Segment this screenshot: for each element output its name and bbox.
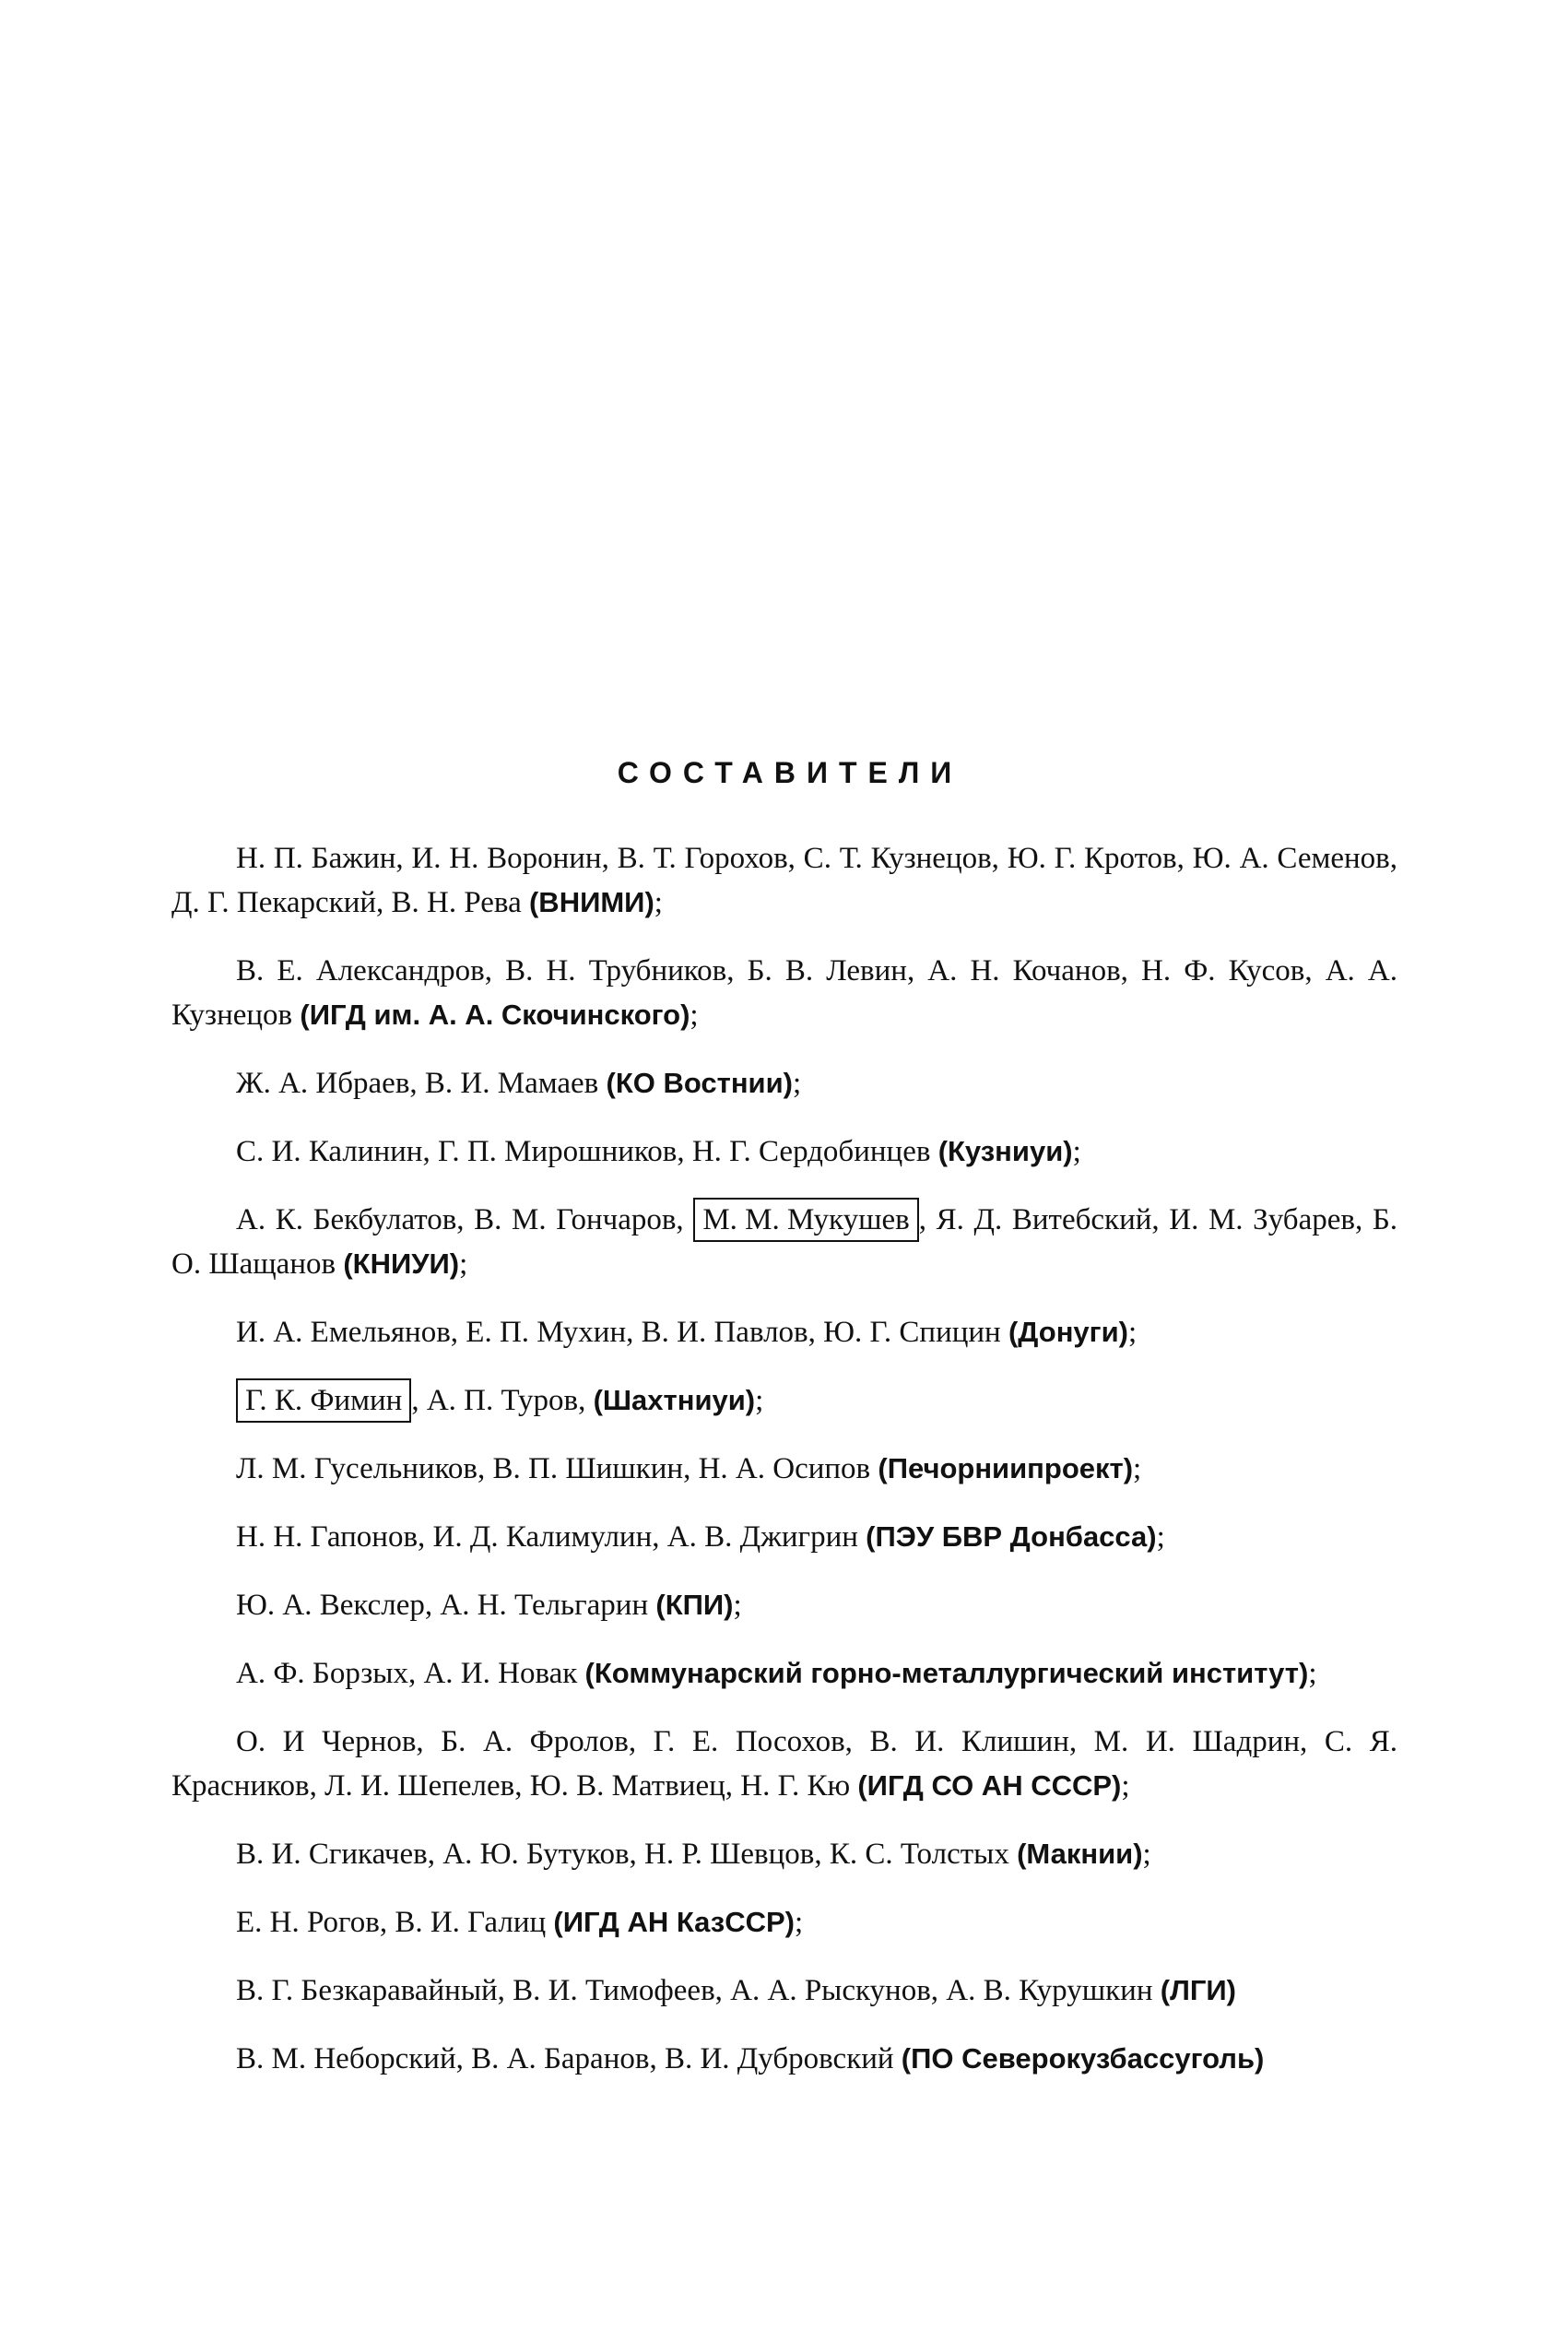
author-names: Ж. А. Ибраев, В. И. Мамаев (236, 1067, 607, 1100)
author-names: Л. М. Гусельников, В. П. Шишкин, Н. А. Осипов (236, 1452, 878, 1485)
contributor-entry (171, 1720, 1397, 1808)
organization-name: (Макнии) (1017, 1838, 1143, 1870)
organization-name: (КНИУИ) (343, 1247, 460, 1280)
organization-name: (ЛГИ) (1160, 1974, 1237, 2006)
author-names: В. И. Сгикачев, А. Ю. Бутуков, Н. Р. Шевцов, К. С. Толстых (236, 1838, 1018, 1871)
entry-terminator: ; (792, 1067, 802, 1100)
organization-name: (КО Востнии) (606, 1067, 793, 1099)
author-names-continued: , А. П. Туров, (411, 1384, 594, 1417)
entry-terminator: ; (1072, 1135, 1081, 1168)
author-names: Н. П. Бажин, И. Н. Воронин, В. Т. Горохов, С. Т. Кузнецов, Ю. Г. Кротов, Ю. А. Семенов, Д. Г. Пекарский, В. Н. Рева (171, 842, 1397, 919)
organization-name: (Печорниипроект) (878, 1452, 1134, 1484)
contributor-entry (171, 836, 1397, 925)
organization-name: (Донуги) (1008, 1316, 1128, 1348)
contributor-entry (171, 1129, 1397, 1174)
organization-name: (ИГД им. А. А. Скочинского) (300, 999, 690, 1031)
author-names: В. Е. Александров, В. Н. Трубников, Б. В. Левин, А. Н. Кочанов, Н. Ф. Кусов, А. А. Кузнецов (171, 954, 1397, 1032)
author-names: В. Г. Безкаравайный, В. И. Тимофеев, А. А. Рыскунов, А. В. Курушкин (236, 1974, 1161, 2007)
author-names: В. М. Неборский, В. А. Баранов, В. И. Дубровский (236, 2042, 902, 2075)
author-names: И. А. Емельянов, Е. П. Мухин, В. И. Павлов, Ю. Г. Спицин (236, 1316, 1008, 1349)
entry-terminator: ; (1308, 1657, 1317, 1690)
entry-terminator: ; (459, 1247, 468, 1281)
author-names: Е. Н. Рогов, В. И. Галиц (236, 1906, 554, 1939)
organization-name: (Коммунарский горно-металлургический институт) (584, 1657, 1309, 1689)
memorial-boxed-name: М. М. Мукушев (693, 1198, 918, 1242)
entry-terminator: ; (1142, 1838, 1151, 1871)
author-names: О. И Чернов, Б. А. Фролов, Г. Е. Посохов, В. И. Клишин, М. И. Шадрин, С. Я. Красников, Л. И. Шепелев, Ю. В. Матвиец, Н. Г. Кю (171, 1725, 1397, 1803)
contributor-entry (171, 1832, 1397, 1876)
entry-terminator: ; (1133, 1452, 1142, 1485)
contributor-entry (171, 1378, 1397, 1423)
organization-name: (ПЭУ БВР Донбасса) (866, 1520, 1157, 1553)
author-names: С. И. Калинин, Г. П. Мирошников, Н. Г. Сердобинцев (236, 1135, 938, 1168)
memorial-boxed-name: Г. К. Фимин (236, 1378, 411, 1423)
page-title: СОСТАВИТЕЛИ (617, 756, 963, 789)
contributor-entry (171, 1900, 1397, 1945)
contributor-entry (171, 1583, 1397, 1627)
organization-name: (КПИ) (655, 1589, 734, 1621)
author-names-continued: , Я. Д. Витебский, И. М. Зубарев, Б. О. Шащанов (171, 1203, 1398, 1281)
contributor-entry (171, 1969, 1397, 2013)
contributor-entry (171, 1447, 1397, 1491)
entry-terminator: ; (654, 886, 663, 919)
organization-name: (ИГД СО АН СССР) (857, 1769, 1122, 1802)
entry-terminator: ; (1121, 1769, 1130, 1803)
contributor-entry (171, 949, 1397, 1037)
contributor-entry (171, 1515, 1397, 1559)
author-names: Ю. А. Векслер, А. Н. Тельгарин (236, 1589, 656, 1622)
entry-terminator: ; (755, 1384, 764, 1417)
organization-name: (Шахтниуи) (593, 1384, 756, 1416)
organization-name: (Кузниуи) (937, 1135, 1073, 1167)
contributor-entry (171, 1198, 1397, 1286)
contributor-entry (171, 1061, 1397, 1105)
contributor-entry (171, 1310, 1397, 1354)
organization-name: (ПО Северокузбассуголь) (901, 2042, 1265, 2075)
entry-terminator: ; (1127, 1316, 1138, 1349)
organization-name: (ИГД АН КазССР) (553, 1906, 795, 1938)
entry-terminator: ; (733, 1589, 742, 1622)
author-names: Н. Н. Гапонов, И. Д. Калимулин, А. В. Джигрин (236, 1520, 867, 1554)
organization-name: (ВНИМИ) (528, 886, 654, 918)
author-names: А. Ф. Борзых, А. И. Новак (236, 1657, 585, 1690)
author-names: А. К. Бекбулатов, В. М. Гончаров, (236, 1203, 694, 1236)
contributor-entry (171, 1651, 1397, 1696)
contributors-page (171, 756, 1397, 2105)
entry-terminator: ; (690, 999, 699, 1032)
contributor-entry (171, 2037, 1397, 2081)
entry-terminator: ; (794, 1906, 804, 1939)
entry-terminator: ; (1156, 1520, 1165, 1554)
